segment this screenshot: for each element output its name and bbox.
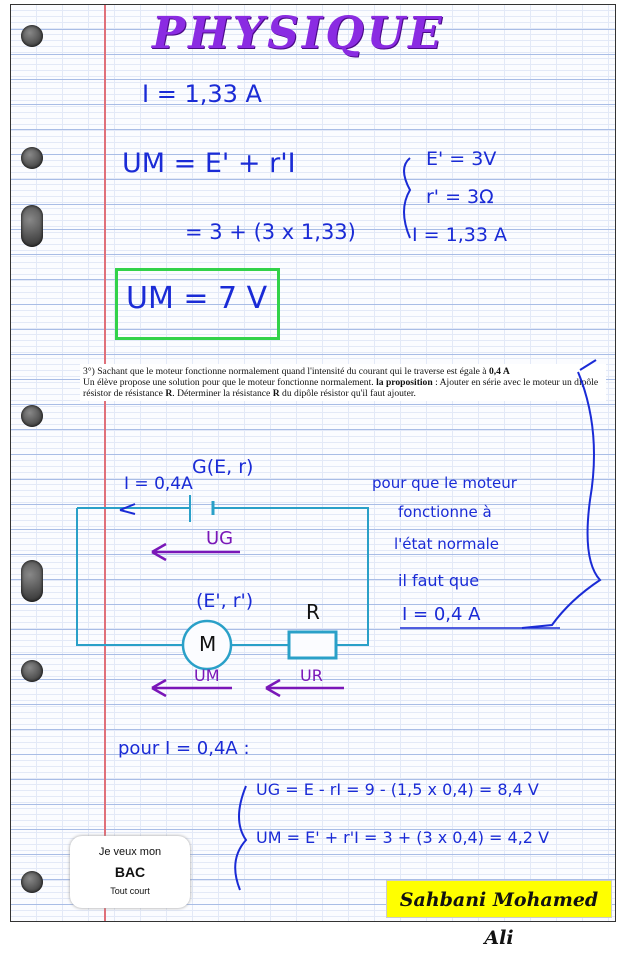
question-part-3: : Ajouter en série avec le moteur un dipôle résistor de résistance bbox=[83, 377, 599, 399]
given-current: I = 1,33 A bbox=[412, 224, 507, 246]
circuit-current-label: I = 0,4A bbox=[124, 474, 193, 494]
resistor-symbol bbox=[289, 632, 336, 658]
note-brace bbox=[522, 372, 600, 628]
question-proposition-label: la proposition bbox=[376, 377, 433, 388]
note-line-1: pour que le moteur bbox=[372, 474, 517, 492]
author-name: Sahbani Mohamed Ali bbox=[399, 889, 599, 949]
question-part-4: . Déterminer la résistance bbox=[172, 388, 273, 399]
motor-voltage-substitution: = 3 + (3 x 1,33) bbox=[185, 220, 356, 244]
um-arrow bbox=[152, 680, 232, 696]
motor-letter: M bbox=[199, 632, 217, 656]
motor-voltage-formula: UM = E' + r'I bbox=[122, 148, 296, 179]
page-title: PHYSIQUE bbox=[152, 8, 445, 59]
motor-voltage-equation: UM = E' + r'I = 3 + (3 x 0,4) = 4,2 V bbox=[256, 828, 550, 847]
note-line-3: l'état normale bbox=[394, 535, 500, 553]
stamp-line-3: Tout court bbox=[110, 886, 150, 896]
question-part-2: Un élève propose une solution pour que le moteur fonctionne normalement. bbox=[83, 377, 377, 388]
question-r-symbol-2: R bbox=[272, 388, 280, 399]
um-label: UM bbox=[194, 666, 220, 685]
note-line-4: il faut que bbox=[398, 571, 480, 590]
motor-params-label: (E', r') bbox=[196, 590, 254, 612]
author-signature bbox=[386, 880, 612, 949]
ur-label: UR bbox=[300, 666, 323, 685]
system-brace bbox=[235, 786, 246, 890]
current-value: I = 1,33 A bbox=[142, 80, 262, 108]
question-current-value: 0,4 A bbox=[488, 366, 510, 377]
generator-label: G(E, r) bbox=[192, 456, 254, 478]
given-emf: E' = 3V bbox=[426, 148, 497, 170]
bac-stamp bbox=[70, 836, 190, 908]
generator-voltage-equation: UG = E - rI = 9 - (1,5 x 0,4) = 8,4 V bbox=[256, 780, 539, 799]
resistor-label: R bbox=[306, 600, 320, 624]
question-part-5: du dipôle résistor qu'il faut ajouter. bbox=[279, 388, 416, 399]
motor-voltage-result: UM = 7 V bbox=[126, 281, 268, 316]
note-line-2: fonctionne à bbox=[398, 503, 492, 521]
condition-label: pour I = 0,4A : bbox=[118, 738, 250, 759]
ug-label: UG bbox=[206, 528, 234, 549]
stamp-line-2: BAC bbox=[114, 864, 146, 880]
note-brace-tip bbox=[580, 360, 596, 370]
given-resistance: r' = 3Ω bbox=[426, 186, 494, 208]
question-r-symbol: R bbox=[165, 388, 173, 399]
note-line-5: I = 0,4 A bbox=[402, 604, 481, 625]
question-part-1: 3°) Sachant que le moteur fonctionne normalement quand l'intensité du courant qui le traverse est égale à bbox=[83, 366, 489, 377]
given-brace bbox=[404, 158, 410, 238]
stamp-line-1: Je veux mon bbox=[98, 846, 162, 858]
